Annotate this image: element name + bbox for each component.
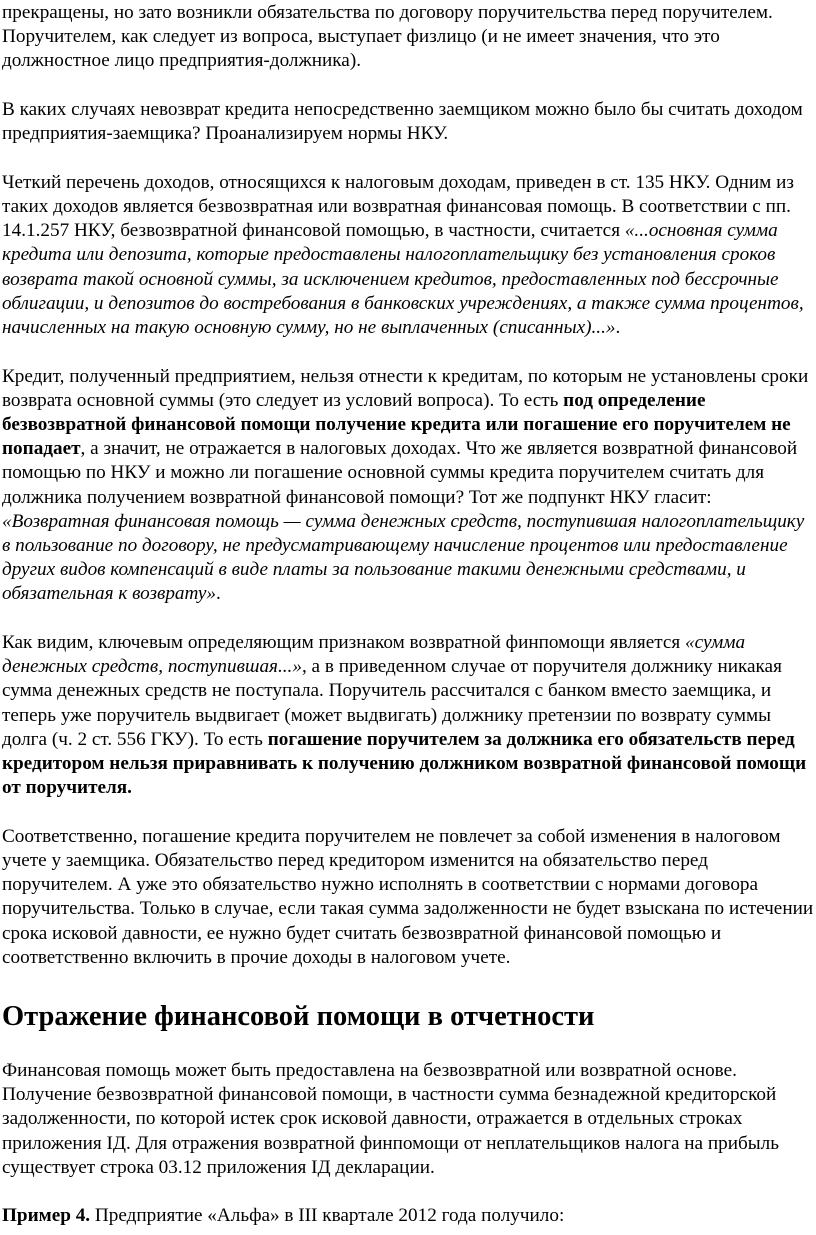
quote-italic: «Возвратная финансовая помощь — сумма денежных средств, поступившая налогоплательщику в пользование по договору, не предусматривающему начисление процентов или предоставление других видов компенсаций в виде платы за пользование такими денежными средствами, и обязательная к возврату» [2,510,805,605]
text-span: . [216,583,221,605]
paragraph-example [2,1204,816,1228]
quote-italic: «сумма денежных средств, поступившая...» [2,632,746,678]
text-span: Четкий перечень доходов, относящихся к налоговым доходам, приведен в ст. 135 НКУ. Одним из таких доходов является безвозвратная или возвратная финансовая помощь. В соответствии с пп. 14.1.257 НКУ, безвозвратной финансовой помощью, в частности, считается [2,171,794,242]
emphasis-bold: погашение поручителем за должника его обязательств перед кредитором нельзя приравнивать к получению должником возвратной финансовой помощи от поручителя. [2,728,807,799]
paragraph-guarantor-obligations: прекращены, но зато возникли обязательства по договору поручительства перед поручителем. Поручителем, как следует из вопроса, выступает физлицо (и не имеет значения, что это должностное лицо предприятия-должника). [2,2,773,72]
quote-italic: «...основная сумма кредита или депозита, которые предоставлены налогоплательщику без установления сроков возврата такой основной суммы, за исключением кредитов, предоставленных под бессрочные облигации, и депозитов до востребования в банковских учреждениях, а также сумма процентов, начисленных на такую основную сумму, но не выплаченных (списанных)...» [2,220,804,339]
document-page [0,1,816,1235]
text-span: . [615,317,621,339]
text-span: Как видим, ключевым определяющим признаком возвратной финпомощи является [2,632,685,654]
text-span: , а значит, не отражается в налоговых доходах. Что же является возвратной финансовой помощью по НКУ и можно ли погашение основной суммы кредита поручителем считать для должника получением возвратной финансовой помощи? Тот же подпункт НКУ гласит: [2,438,798,508]
section-heading: Отражение финансовой помощи в отчетности [2,1001,595,1033]
paragraph-key-feature [2,631,816,800]
emphasis-bold: под определение безвозвратной финансовой помощи получение кредита или погашение его поручителем не попадает [2,389,791,460]
paragraph-question-income: В каких случаях невозврат кредита непосредственно заемщиком можно было бы считать доходом предприятия-заемщика? Проанализируем нормы НКУ. [2,99,803,145]
paragraph-credit-not-aid [2,365,816,607]
paragraph-tax-income-list [2,171,816,340]
paragraph-conclusion: Соответственно, погашение кредита поручителем не повлечет за собой изменения в налоговом учете у заемщика. Обязательство перед кредитором изменится на обязательство перед поручителем. А уже это обязательство нужно исполнять в соответствии с нормами договора поручительства. Только в случае, если такая сумма задолженности не будет взыскана по истечении срока исковой давности, ее нужно будет считать безвозвратной финансовой помощью и соответственно включить в прочие доходы в налоговом учете. [2,825,814,968]
text-span: Кредит, полученный предприятием, нельзя отнести к кредитам, по которым не установлены сроки возврата основной суммы (это следует из условий вопроса). То есть [2,365,809,411]
paragraph-financial-aid-reporting: Финансовая помощь может быть предоставлена на безвозвратной или возвратной основе. Получение безвозвратной финансовой помощи, в частности сумма безнадежной кредиторской задолженности, по которой истек срок исковой давности, отражается в отдельных строках приложения ІД. Для отражения возвратной финпомощи от неплательщиков налога на прибыль существует строка 03.12 приложения ІД декларации. [2,1060,779,1178]
text-span: , а в приведенном случае от поручителя должнику никакая сумма денежных средств не поступала. Поручитель рассчитался с банком вместо заемщика, и теперь уже поручитель выдвигает (может выдвигать) должнику претензии по возврату суммы долга (ч. 2 ст. 556 ГКУ). То есть [2,656,782,750]
text-span: Предприятие «Альфа» в III квартале 2012 года получило: [90,1205,565,1227]
example-label: Пример 4. [2,1205,91,1227]
